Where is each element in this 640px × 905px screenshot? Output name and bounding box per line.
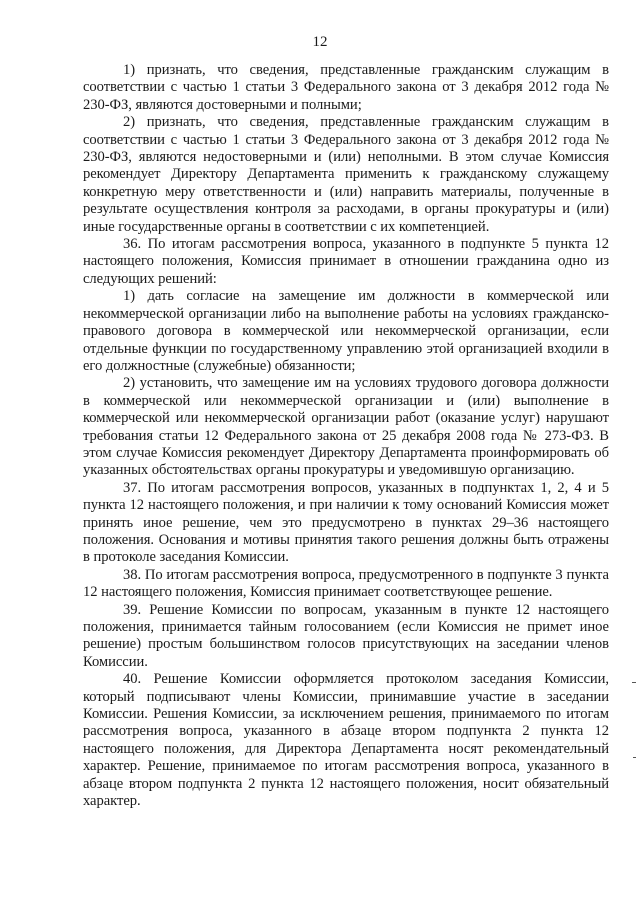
paragraph-35-1: 1) признать, что сведения, представленные гражданским служащим в соответствии с частью 1 статьи 3 Федерального закона от 3 декабря 2012 года № 230-ФЗ, являются достоверными и полными; (83, 62, 609, 113)
paragraph-39: 39. Решение Комиссии по вопросам, указанным в пункте 12 настоящего положения, принимается тайным голосованием (если Комиссия не примет иное решение) простым большинством голосов присутствующих на заседании членов Комиссии. (83, 601, 609, 670)
scan-mark (632, 682, 636, 683)
paragraph-38: 38. По итогам рассмотрения вопроса, предусмотренного в подпункте 3 пункта 12 настоящего положения, Комиссия принимает соответствующее решение. (83, 566, 609, 601)
paragraph-37: 37. По итогам рассмотрения вопросов, указанных в подпунктах 1, 2, 4 и 5 пункта 12 настоящего положения, и при наличии к тому оснований Комиссия может принять иное решение, чем это предусмотрено в пунктах 29–36 настоящего положения. Основания и мотивы принятия такого решения должны быть отражены в протоколе заседания Комиссии. (83, 479, 609, 566)
paragraph-36-2: 2) установить, что замещение им на условиях трудового договора должности в коммерческой или некоммерческой организации и (или) выполнение в коммерческой или некоммерческой организации работ (оказание услуг) нарушают требования статьи 12 Федерального закона от 25 декабря 2008 года № 273-ФЗ. В этом случае Комиссия рекомендует Директору Департамента проинформировать об указанных обстоятельствах органы прокуратуры и уведомившую организацию. (83, 375, 609, 479)
paragraph-36: 36. По итогам рассмотрения вопроса, указанного в подпункте 5 пункта 12 настоящего положения, Комиссия принимает в отношении гражданина одно из следующих решений: (83, 236, 609, 287)
document-body (83, 62, 609, 810)
paragraph-35-2: 2) признать, что сведения, представленные гражданским служащим в соответствии с частью 1 статьи 3 Федерального закона от 3 декабря 2012 года № 230-ФЗ, являются недостоверными и (или) неполными. В этом случае Комиссия рекомендует Директору Департамента применить к гражданскому служащему конкретную меру ответственности и (или) направить материалы, полученные в результате осуществления контроля за расходами, в органы прокуратуры и (или) иные государственные органы в соответствии с их компетенцией. (83, 114, 609, 235)
paragraph-36-1: 1) дать согласие на замещение им должности в коммерческой или некоммерческой организации либо на выполнение работы на условиях гражданско-правового договора в коммерческой или некоммерческой организации, если отдельные функции по государственному управлению этой организацией входили в его должностные (служебные) обязанности; (83, 288, 609, 374)
page-number: 12 (312, 34, 328, 50)
scan-mark (633, 757, 636, 758)
paragraph-40: 40. Решение Комиссии оформляется протоколом заседания Комиссии, который подписывают члены Комиссии, принимавшие участие в заседании Комиссии. Решения Комиссии, за исключением решения, принимаемого по итогам рассмотрения вопроса, указанного в абзаце втором подпункта 2 пункта 12 настоящего положения, для Директора Департамента носят рекомендательный характер. Решение, принимаемое по итогам рассмотрения вопроса, указанного в абзаце втором подпункта 2 пункта 12 настоящего положения, носит обязательный характер. (83, 671, 609, 810)
